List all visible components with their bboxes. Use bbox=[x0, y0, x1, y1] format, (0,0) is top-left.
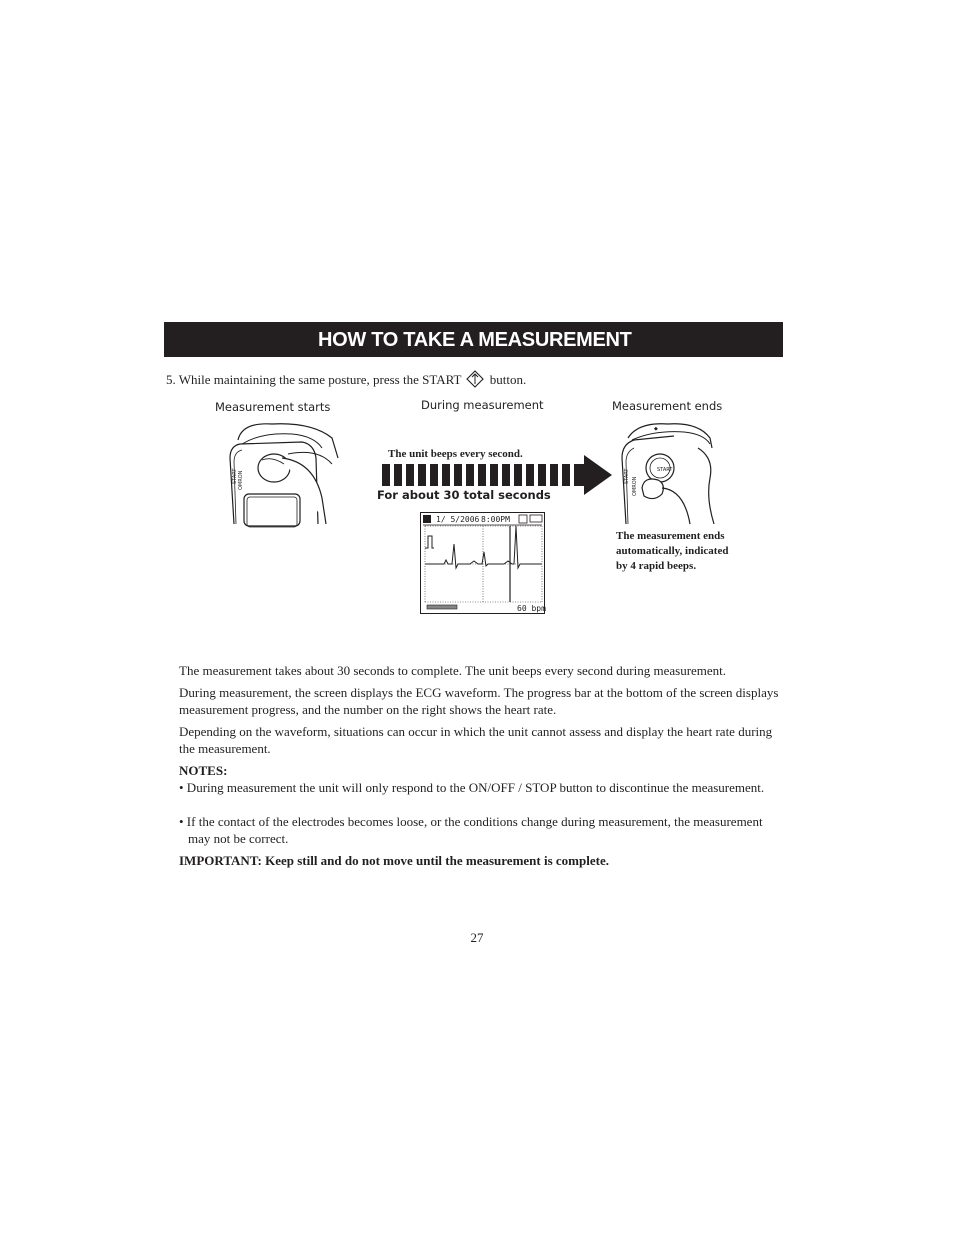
paragraph-2 bbox=[179, 684, 779, 718]
label-measurement-ends: Measurement ends bbox=[612, 399, 723, 413]
ecg-screen-illustration bbox=[420, 512, 545, 614]
notes-heading: NOTES: bbox=[179, 763, 228, 778]
note-item-1 bbox=[179, 779, 779, 796]
duration-caption: For about 30 total seconds bbox=[377, 488, 551, 502]
end-caption-line-3: by 4 rapid beeps. bbox=[616, 560, 697, 572]
svg-text:◆: ◆ bbox=[654, 426, 658, 432]
screen-bpm: 60 bpm bbox=[517, 604, 546, 613]
end-caption-line-2: automatically, indicated bbox=[616, 545, 729, 557]
paragraph-1 bbox=[179, 662, 779, 679]
hand-on-device-end-illustration bbox=[614, 418, 724, 526]
start-diamond-icon bbox=[466, 370, 484, 388]
svg-text:START: START bbox=[232, 468, 238, 484]
label-during-measurement: During measurement bbox=[421, 398, 544, 412]
paragraph-1-text: The measurement takes about 30 seconds to complete. The unit beeps every second during measurement. bbox=[179, 663, 727, 678]
label-measurement-starts: Measurement starts bbox=[215, 400, 331, 414]
screen-time: 8:00PM bbox=[481, 515, 510, 524]
note-item-2 bbox=[179, 813, 779, 847]
paragraph-2-text: During measurement, the screen displays the ECG waveform. The progress bar at the bottom of the screen displays measurement progress, and the number on the right shows the heart rate. bbox=[179, 685, 779, 717]
screen-date: 1/ 5/2006 bbox=[436, 515, 480, 524]
svg-text:START: START bbox=[624, 468, 630, 484]
step-instruction bbox=[166, 370, 526, 388]
svg-text:OMRON: OMRON bbox=[632, 476, 638, 496]
page-number: 27 bbox=[470, 930, 484, 945]
end-caption bbox=[616, 529, 728, 574]
beep-caption: The unit beeps every second. bbox=[388, 448, 523, 460]
page-title: HOW TO TAKE A MEASUREMENT bbox=[318, 329, 632, 351]
end-caption-line-1: The measurement ends bbox=[616, 530, 725, 542]
note-item-2-text: • If the contact of the electrodes becomes loose, or the conditions change during measurement, the measurement may not be correct. bbox=[179, 814, 763, 846]
step-text: 5. While maintaining the same posture, press the START bbox=[166, 372, 462, 387]
paragraph-3 bbox=[179, 723, 779, 757]
paragraph-3-text: Depending on the waveform, situations can occur in which the unit cannot assess and display the heart rate during the measurement. bbox=[179, 724, 773, 756]
step-text-end: button. bbox=[489, 372, 527, 387]
important-warning: IMPORTANT: Keep still and do not move until the measurement is complete. bbox=[179, 853, 609, 868]
note-item-1-text: • During measurement the unit will only respond to the ON/OFF / STOP button to discontinue the measurement. bbox=[179, 780, 765, 795]
svg-text:START: START bbox=[657, 467, 673, 473]
hand-pressing-device-illustration bbox=[222, 418, 342, 526]
section-banner bbox=[164, 322, 783, 357]
svg-text:OMRON: OMRON bbox=[238, 470, 244, 490]
